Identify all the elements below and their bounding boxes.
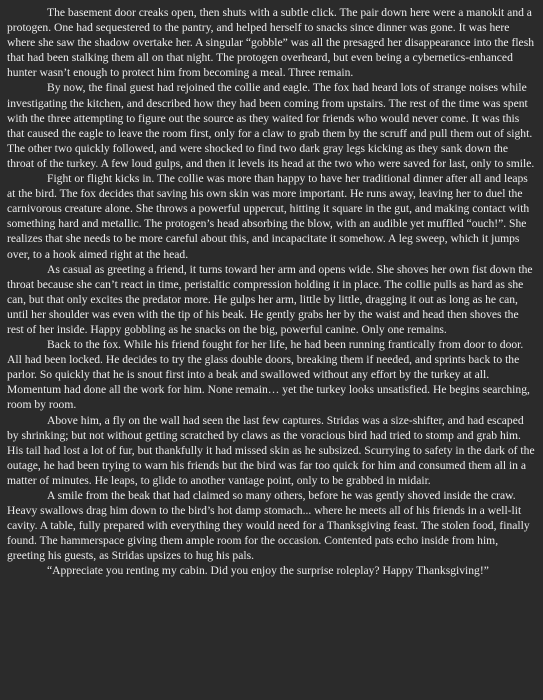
- paragraph-7: A smile from the beak that had claimed so many others, before he was gently shoved inside the craw. Heavy swallows drag him down to the bird’s hot damp stomach... where he meets all of his friends in a well-lit cavity. A table, fully prepared with everything they would need for a Thanksgiving feast. The stolen food, finally found. The hammerspace giving them ample room for the occasion. Contented pats echo inside from him, greeting his guests, as Stridas upsizes to hug his pals.: [7, 489, 530, 563]
- paragraph-6: Above him, a fly on the wall had seen the last few captures. Stridas was a size-shifter, and had escaped by shrinking; but not without getting scratched by claws as the voracious bird had tried to stomp and grab him. His tail had lost a lot of fur, but thankfully it had missed skin as he subsized. Scurrying to safety in the dark of the outage, he had been trying to warn his friends but the bird was far too quick for him and consumed them all in a matter of minutes. He leaps, to glide to another vantage point, only to be grabbed in midair.: [7, 413, 535, 487]
- paragraph-3: Fight or flight kicks in. The collie was more than happy to have her traditional dinner after all and leaps at the bird. The fox decides that saving his own skin was more important. He runs away, leaving her to duel the carnivorous creature alone. She throws a powerful uppercut, hitting it square in the gut, and making contact with something hard and metallic. The protogen’s head absorbing the blow, with an audible yet muffled “ouch!”. She realizes that she needs to be more careful about this, and incapacitate it somehow. A leg sweep, which it jumps over, to a hook aimed right at the head.: [7, 172, 530, 261]
- paragraph-5: Back to the fox. While his friend fought for her life, he had been running frantically from door to door. All had been locked. He decides to try the glass double doors, breaking them if needed, and sprints back to the parlor. So quickly that he is snout first into a beak and swallowed without any effort by the turkey at all. Momentum had done all the work for him. None remain… yet the turkey looks unsatisfied. He begins searching, room by room.: [7, 338, 530, 412]
- paragraph-8: “Appreciate you renting my cabin. Did you enjoy the surprise roleplay? Happy Thanksgiving!”: [47, 564, 489, 578]
- paragraph-1: The basement door creaks open, then shuts with a subtle click. The pair down here were a manokit and a protogen. One had sequestered to the pantry, and helped herself to snacks since dinner was gone. It was here where she saw the shadow overtake her. A singular “gobble” was all the presaged her disappearance into the flesh that had been stalking them all on that night. The protogen overheard, but even being a cybernetics-enhanced hunter wasn’t enough to protect him from becoming a meal. Three remain.: [7, 6, 535, 80]
- paragraph-2: By now, the final guest had rejoined the collie and eagle. The fox had heard lots of strange noises while investigating the kitchen, and described how they had been coming from upstairs. The rest of the time was spent with the three attempting to figure out the source as they waited for friends who would never come. It was this that caused the eagle to leave the room first, only for a claw to grab them by the scruff and pull them out of sight. The other two quickly followed, and were shocked to find two dark gray legs kicking as they sank down the throat of the turkey. A few loud gulps, and then it levels its head at the two who were saved for last, only to smile.: [7, 81, 535, 170]
- paragraph-4: As casual as greeting a friend, it turns toward her arm and opens wide. She shoves her own fist down the throat because she can’t react in time, peristaltic compression holding it in place. The collie pulls as hard as she can, but that only excites the predator more. He gulps her arm, little by little, dragging it out as long as he can, until her shoulder was even with the tip of his beak. He gently grabs her by the waist and head then shoves the rest of her inside. Happy gobbling as he snacks on the big, powerful canine. Only one remains.: [7, 262, 533, 336]
